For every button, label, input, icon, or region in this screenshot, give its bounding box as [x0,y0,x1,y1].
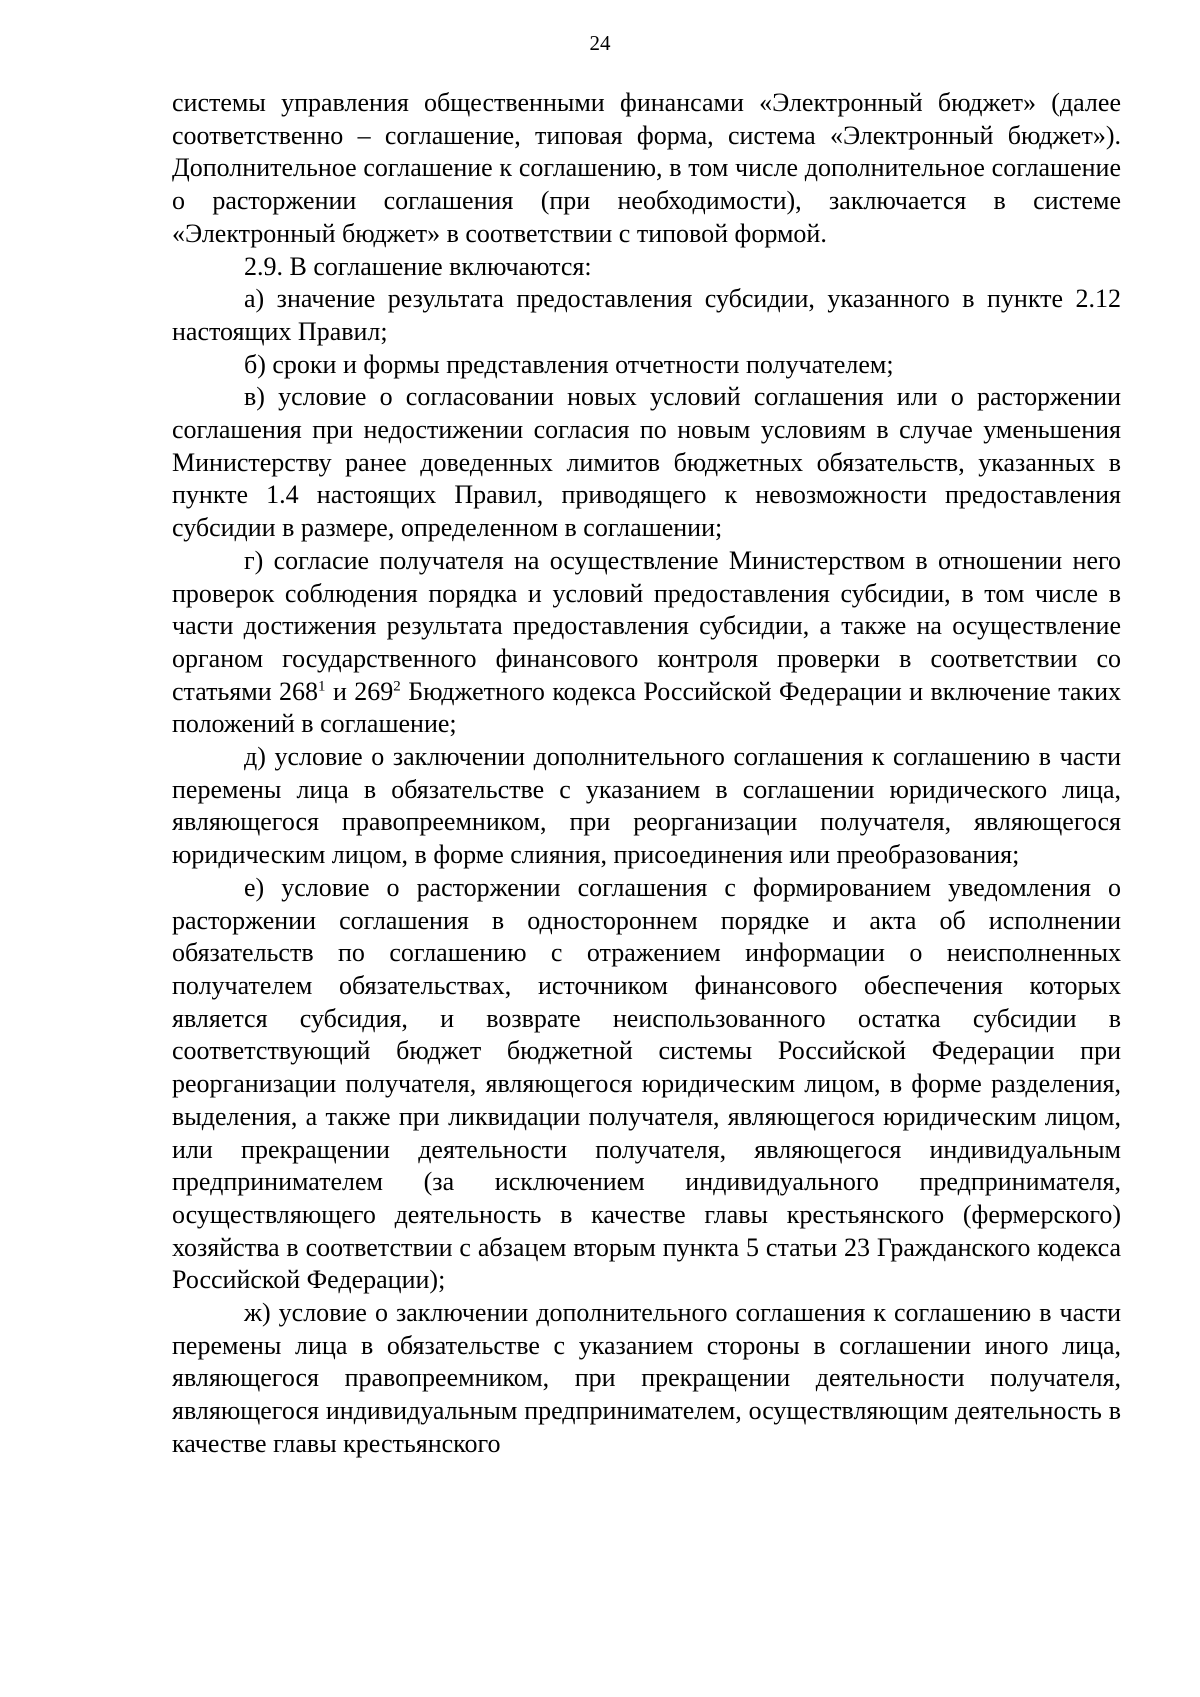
paragraph-item-b: б) сроки и формы представления отчетности получателем; [244,349,894,379]
paragraph-item-g-text-1: г) согласие получателя на осуществление Министерством в отношении него проверок соблюдения порядка и условий предоставления субсидии, в том числе в части достижения результата предоставления субсидии, а также на осуществление органом государственного финансового контроля проверки в соответствии со статьями 268 [172,545,1121,706]
paragraph-2-9-heading: 2.9. В соглашение включаются: [244,251,592,281]
superscript-2: 2 [393,678,401,694]
paragraph-item-d: д) условие о заключении дополнительного соглашения к соглашению в части перемены лица в обязательстве с указанием в соглашении юридического лица, являющегося правопреемником, при реорганизации получателя, являющегося юридическим лицом, в форме слияния, присоединения или преобразования; [172,742,1121,870]
paragraph-continuation: системы управления общественными финансами «Электронный бюджет» (далее соответственно – соглашение, типовая форма, система «Электронный бюджет»). Дополнительное соглашение к соглашению, в том числе дополнительное соглашение о расторжении соглашения (при необходимости), заключается в системе «Электронный бюджет» в соответствии с типовой формой. [172,88,1121,248]
page-number: 24 [589,31,611,55]
paragraph-item-g [172,545,1121,741]
paragraph-item-e: е) условие о расторжении соглашения с формированием уведомления о расторжении соглашения в одностороннем порядке и акта об исполнении обязательств по соглашению с отражением информации о неисполненных получателем обязательствах, источником финансового обеспечения которых является субсидия, и возврате неиспользованного остатка субсидии в соответствующий бюджет бюджетной системы Российской Федерации при реорганизации получателя, являющегося юридическим лицом, в форме разделения, выделения, а также при ликвидации получателя, являющегося юридическим лицом, или прекращении деятельности получателя, являющегося индивидуальным предпринимателем (за исключением индивидуального предпринимателя, осуществляющего деятельность в качестве главы крестьянского (фермерского) хозяйства в соответствии с абзацем вторым пункта 5 статьи 23 Гражданского кодекса Российской Федерации); [172,872,1121,1295]
paragraph-item-g-text-2: и 269 [325,676,394,706]
paragraph-item-g-text-3: Бюджетного кодекса Российской Федерации и включение таких положений в соглашение; [172,676,1121,739]
superscript-1: 1 [318,678,326,694]
paragraph-item-v: в) условие о согласовании новых условий соглашения или о расторжении соглашения при недостижении согласия по новым условиям в случае уменьшения Министерству ранее доведенных лимитов бюджетных обязательств, указанных в пункте 1.4 настоящих Правил, приводящего к невозможности предоставления субсидии в размере, определенном в соглашении; [172,382,1121,543]
paragraph-item-zh: ж) условие о заключении дополнительного соглашения к соглашению в части перемены лица в обязательстве с указанием стороны в соглашении иного лица, являющегося правопреемником, при прекращении деятельности получателя, являющегося индивидуальным предпринимателем, осуществляющим деятельность в качестве главы крестьянского [172,1298,1121,1458]
document-body [172,87,1121,1461]
paragraph-item-a: а) значение результата предоставления субсидии, указанного в пункте 2.12 настоящих Правил; [172,284,1121,346]
